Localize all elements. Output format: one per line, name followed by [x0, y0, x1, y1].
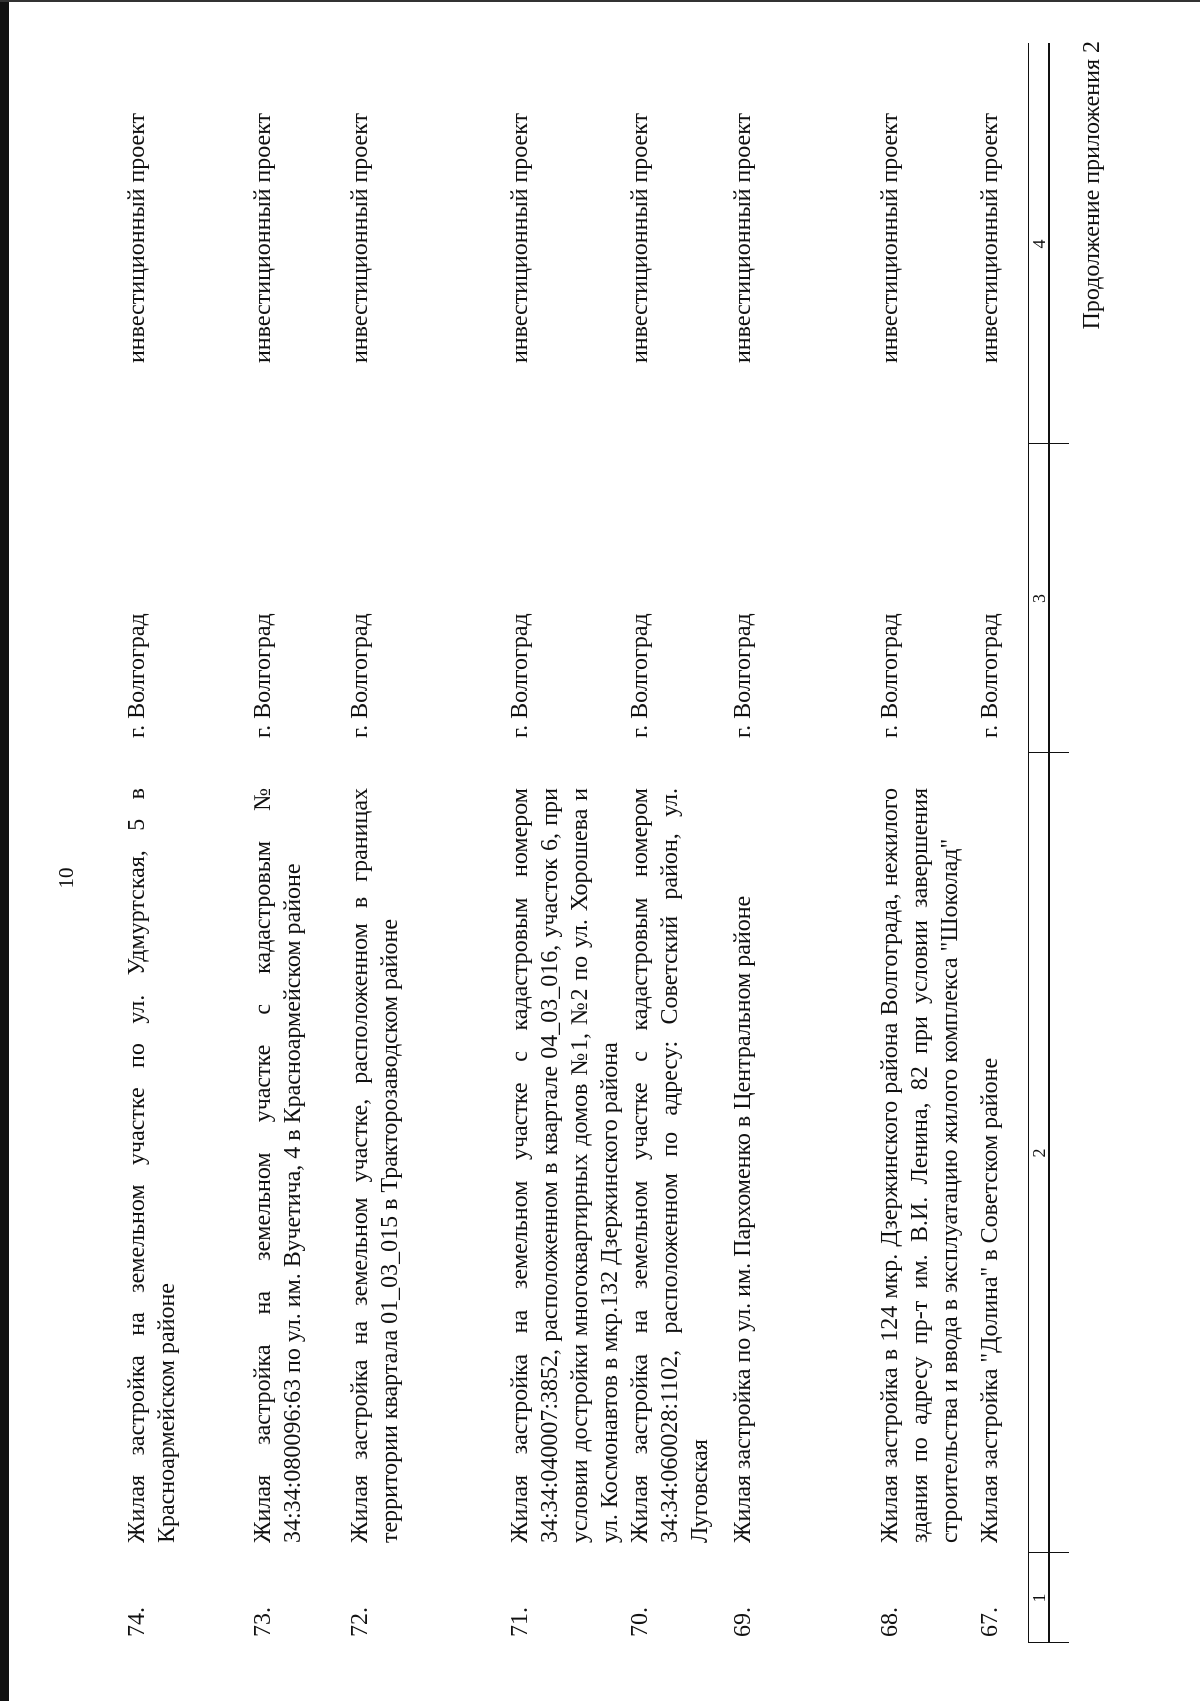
row-type: инвестиционный проект [347, 112, 373, 364]
row-description: Жилая застройка на земельном участке по ул. Удмуртская, 5 в Красноармейском районе [124, 788, 180, 1543]
row-number: 68. [877, 1607, 903, 1637]
row-type: инвестиционный проект [977, 112, 1003, 364]
row-description: Жилая застройка "Долина" в Советском районе [977, 1057, 1003, 1543]
row-description: Жилая застройка по ул. им. Пархоменко в Центральном районе [730, 895, 756, 1543]
row-location: г. Волгоград [347, 613, 373, 738]
row-location: г. Волгоград [250, 613, 276, 738]
row-description: Жилая застройка на земельном участке с кадастровым номером 34:34:060028:1102, расположенном по адресу: Советский район, ул. Луговская [627, 788, 713, 1543]
row-description: Жилая застройка на земельном участке с кадастровым № 34:34:080096:63 по ул. им. Вучетича, 4 в Красноармейском районе [250, 788, 306, 1543]
appendix-table [0, 43, 1069, 1643]
column-number-3: 3 [1029, 594, 1049, 603]
row-number: 74. [124, 1607, 150, 1637]
row-number: 71. [507, 1607, 533, 1637]
row-location: г. Волгоград [124, 613, 150, 738]
page-number: 10 [54, 867, 78, 889]
row-number: 69. [730, 1607, 756, 1637]
row-type: инвестиционный проект [730, 112, 756, 364]
row-description: Жилая застройка на земельном участке с кадастровым номером 34:34:040007:3852, расположенном в квартале 04_03_016, участок 6, при условии достройки многоквартирных домов №1, №2 по ул. Хорошева и ул. Космонавтов в мкр.132 Дзержинского района [507, 788, 623, 1543]
row-type: инвестиционный проект [124, 112, 150, 364]
row-number: 72. [347, 1607, 373, 1637]
row-type: инвестиционный проект [250, 112, 276, 364]
appendix-continuation-title: Продолжение приложения 2 [1079, 41, 1105, 330]
column-number-4: 4 [1029, 239, 1049, 249]
row-location: г. Волгоград [627, 613, 653, 738]
row-number: 67. [977, 1607, 1003, 1637]
row-location: г. Волгоград [877, 613, 903, 738]
row-type: инвестиционный проект [877, 112, 903, 364]
row-location: г. Волгоград [977, 613, 1003, 738]
row-location: г. Волгоград [507, 613, 533, 738]
row-description: Жилая застройка на земельном участке, расположенном в границах территории квартала 01_03_015 в Тракторозаводском районе [347, 788, 403, 1543]
column-number-2: 2 [1029, 1148, 1049, 1158]
row-location: г. Волгоград [730, 613, 756, 738]
row-type: инвестиционный проект [627, 112, 653, 364]
row-description: Жилая застройка в 124 мкр. Дзержинского района Волгограда, нежилого здания по адресу пр-т им. В.И. Ленина, 82 при условии завершения строительства и ввода в эксплуатацию жилого комплекса "Шоколад" [877, 788, 963, 1543]
row-type: инвестиционный проект [507, 112, 533, 364]
column-number-1: 1 [1029, 1593, 1049, 1603]
row-number: 70. [627, 1607, 653, 1637]
row-number: 73. [250, 1607, 276, 1637]
